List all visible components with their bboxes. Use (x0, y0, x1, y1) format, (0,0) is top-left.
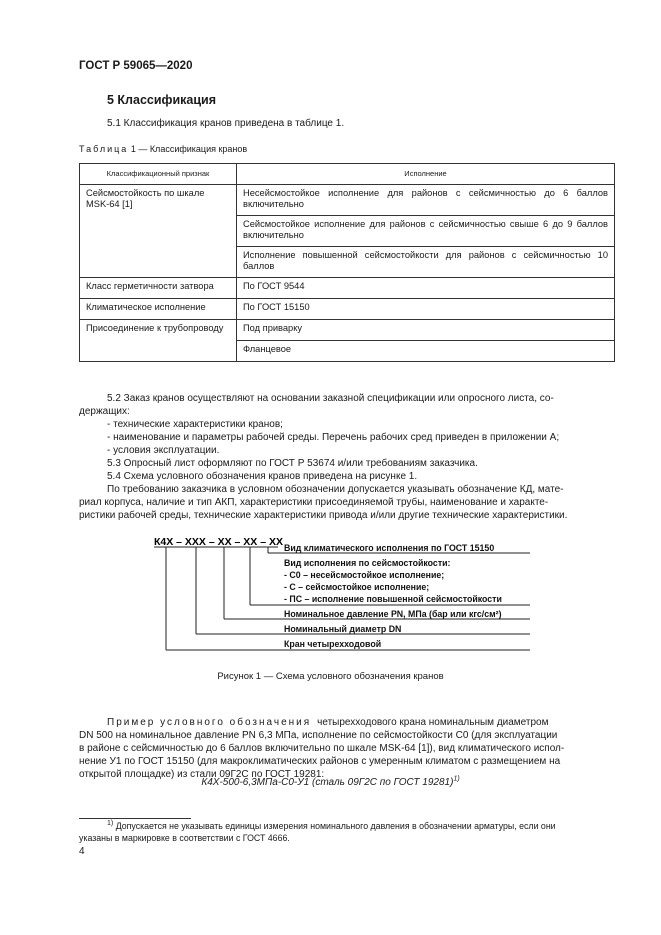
row-label-tightness: Класс герметичности затвора (80, 277, 237, 298)
example-text: DN 500 на номинальное давление PN 6,3 МПа, исполнение по сейсмостойкости С0 (для эксплуатации (79, 730, 558, 741)
designation-formula (0, 776, 661, 789)
footnote-divider (79, 818, 191, 819)
example-text: четырехходового крана номинальным диаметром (317, 717, 549, 728)
table-caption-text: 1 — Классификация кранов (130, 144, 248, 154)
cell-value: Несейсмостойкое исполнение для районов с сейсмичностью до 6 баллов включительно (237, 184, 615, 215)
section-title: 5 Классификация (107, 93, 217, 107)
paragraph-custom-cont: риал корпуса, наличие и тип АКП, характеристики присоединяемой трубы, наименование и характе- (79, 497, 549, 508)
label-diameter: Номинальный диаметр DN (284, 624, 402, 634)
label-seismic-c0: - С0 – несейсмостойкое исполнение; (284, 570, 445, 580)
row-label-seismic: Сейсмостойкость по шкале MSK-64 [1] (80, 184, 237, 277)
cell-value: По ГОСТ 15150 (237, 298, 615, 319)
row-label-connection: Присоединение к трубопроводу (80, 319, 237, 361)
designation-code: К4Х – ХХХ – ХХ – ХХ – ХХ (154, 536, 283, 548)
paragraph-5-3: 5.3 Опросный лист оформляют по ГОСТ Р 53674 и/или требованиям заказчика. (107, 458, 478, 469)
example-text: в районе с сейсмичностью до 6 баллов включительно по шкале MSK-64 [1]), вид климатического испол- (79, 743, 565, 754)
footnote-text: Допускается не указывать единицы измерения номинального давления в обозначении арматуры, если они (115, 821, 556, 831)
figure-caption: Рисунок 1 — Схема условного обозначения кранов (217, 671, 444, 682)
document-header: ГОСТ Р 59065—2020 (79, 60, 193, 72)
table-header-row (80, 164, 615, 185)
paragraphs-block (79, 392, 615, 522)
list-item: - условия эксплуатации. (107, 445, 220, 456)
example-label: Пример условного обозначения (107, 717, 312, 728)
label-seismic-title: Вид исполнения по сейсмостойкости: (284, 558, 451, 568)
table-caption (79, 143, 247, 156)
label-four-way-valve: Кран четырехходовой (284, 639, 382, 649)
table-row (80, 298, 615, 319)
designation-scheme-figure (150, 533, 530, 663)
list-item: - технические характеристики кранов; (107, 419, 283, 430)
cell-value: Фланцевое (237, 340, 615, 361)
label-climate: Вид климатического исполнения по ГОСТ 15150 (284, 543, 495, 553)
cell-value: Исполнение повышенной сейсмостойкости для районов с сейсмичностью 10 баллов (237, 246, 615, 277)
label-seismic-pc: - ПС – исполнение повышенной сейсмостойкости (284, 594, 502, 604)
row-label-climate: Климатическое исполнение (80, 298, 237, 319)
paragraph-5-2-cont: держащих: (79, 406, 130, 417)
label-pressure: Номинальное давление PN, МПа (бар или кгс/см²) (284, 609, 502, 619)
col-header-feature: Классификационный признак (80, 164, 237, 185)
formula-text: К4Х-500-6,3МПа-С0-У1 (сталь 09Г2С по ГОСТ 19281) (201, 777, 454, 788)
table-row (80, 184, 615, 215)
footnote-mark: 1) (107, 820, 114, 828)
paragraph-5-4: 5.4 Схема условного обозначения кранов приведена на рисунке 1. (107, 471, 418, 482)
footnote-text-cont: указаны в маркировке в соответствии с ГОСТ 4666. (79, 832, 290, 843)
page-number: 4 (79, 846, 85, 857)
col-header-version: Исполнение (237, 164, 615, 185)
cell-value: Сейсмостойкое исполнение для районов с сейсмичностью свыше 6 до 9 баллов включительно (237, 215, 615, 246)
table-row (80, 319, 615, 340)
cell-value: Под приварку (237, 319, 615, 340)
table-caption-word: Таблица (79, 144, 129, 154)
formula-footnote-ref: 1) (453, 775, 460, 783)
paragraph-5-1: 5.1 Классификация кранов приведена в таблице 1. (107, 118, 345, 129)
list-item: - наименование и параметры рабочей среды. Перечень рабочих сред приведен в приложении А; (107, 432, 560, 443)
example-text: открытой площадке) из стали 09Г2С по ГОСТ 19281: (79, 769, 325, 780)
paragraph-custom: По требованию заказчика в условном обозначении допускается указывать обозначение КД, мате- (107, 484, 564, 495)
label-seismic-c: - С – сейсмостойкое исполнение; (284, 582, 430, 592)
footnote (79, 821, 615, 844)
paragraph-custom-cont: ристики рабочей среды, технические характеристики привода и/или другие технические характеристики. (79, 510, 568, 521)
paragraph-5-2: 5.2 Заказ кранов осуществляют на основании заказной спецификации или опросного листа, со- (107, 393, 554, 404)
example-text: нение У1 по ГОСТ 15150 (для макроклиматических районов с умеренным климатом с размещением на (79, 756, 561, 767)
example-block (79, 716, 615, 781)
classification-table (79, 163, 615, 362)
table-row (80, 277, 615, 298)
cell-value: По ГОСТ 9544 (237, 277, 615, 298)
